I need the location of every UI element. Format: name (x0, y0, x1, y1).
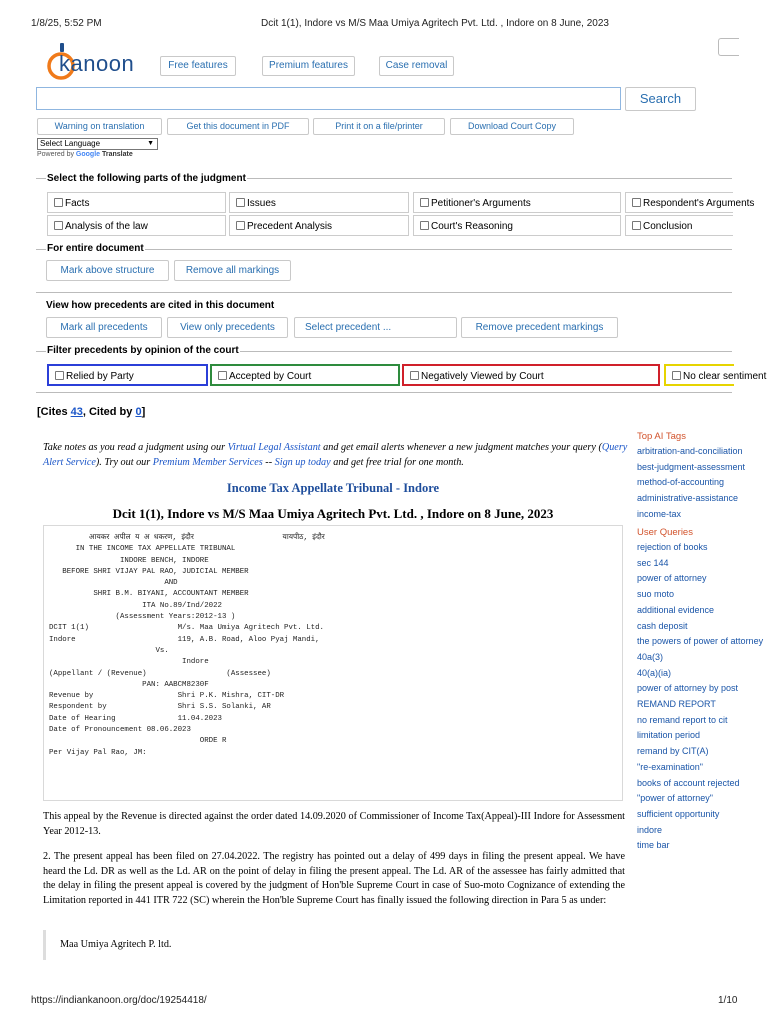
part-label: Analysis of the law (65, 221, 148, 232)
order-line: DCIT 1(1) M/s. Maa Umiya Agritech Pvt. Ltd. (49, 624, 324, 633)
filter-accepted-by-court[interactable] (210, 364, 400, 386)
order-line: Per Vijay Pal Rao, JM: (49, 748, 147, 757)
part-facts[interactable] (47, 192, 226, 213)
promo-part: and get email alerts whenever a new judgment matches your query ( (320, 442, 602, 453)
filter-relied-by-party[interactable] (47, 364, 208, 386)
powered-by-translate[interactable] (37, 151, 133, 158)
order-line: ITA No.89/Ind/2022 (49, 601, 222, 610)
filter-label: Negatively Viewed by Court (421, 371, 544, 382)
order-line: ORDE R (49, 737, 227, 746)
checkbox-icon[interactable] (672, 371, 681, 380)
part-label: Conclusion (643, 221, 693, 232)
user-query-link[interactable]: suo moto (637, 589, 675, 600)
cited-by-link[interactable]: 0 (135, 406, 142, 418)
cites-mid: , Cited by (82, 406, 136, 418)
user-query-link[interactable]: books of account rejected (637, 777, 740, 788)
query-alert-link[interactable]: Query Alert Service (43, 442, 628, 468)
order-line: Date of Pronouncement 08.06.2023 (49, 726, 191, 735)
ai-tags-title: Top AI Tags (637, 431, 686, 442)
part-analysis-of-law[interactable] (47, 215, 226, 236)
order-line: IN THE INCOME TAX APPELLATE TRIBUNAL (49, 545, 236, 554)
order-line: Revenue by Shri P.K. Mishra, CIT-DR (49, 692, 285, 701)
user-query-link[interactable]: cash deposit (637, 620, 688, 631)
user-query-link[interactable]: remand by CIT(A) (637, 746, 709, 757)
entire-doc-bottom (36, 292, 732, 293)
entire-doc-title: For entire document (47, 243, 144, 254)
user-query-link[interactable]: power of attorney (637, 573, 707, 584)
print-datetime: 1/8/25, 5:52 PM (31, 18, 102, 29)
order-line: (Appellant / (Revenue) (Assessee) (49, 669, 271, 678)
user-query-link[interactable]: power of attorney by post (637, 683, 739, 694)
powered-by-label: Powered by (37, 151, 74, 158)
paragraph-2: 2. The present appeal has been filed on 27.04.2022. The registry has pointed out a delay of 499 days in filing the present appeal. We have heard the Ld. DR as well as the Ld. AR on the point of delay in filing the present appeal. The Ld. AR of the assessee has fairly admitted that the delay in filing the present appeal is covered by the judgment of Hon'ble Supreme Court in case of Suo-moto Cognizance of extending the Limitation reported in 441 ITR 722 (SC) wherein the Hon'ble Supreme Court has finally issued the following direction in Para 5 as under: (43, 851, 625, 906)
user-query-link[interactable]: additional evidence (637, 604, 715, 615)
order-line: SHRI B.M. BIYANI, ACCOUNTANT MEMBER (49, 590, 249, 599)
search-input[interactable] (36, 87, 621, 110)
part-respondent-arguments[interactable] (625, 192, 755, 213)
part-label: Facts (65, 198, 90, 209)
logo[interactable] (44, 40, 154, 82)
remove-markings-button[interactable]: Remove all markings (174, 260, 291, 281)
filter-label: Relied by Party (66, 371, 134, 382)
order-line: Indore 119, A.B. Road, Aloo Pyaj Mandi, (49, 635, 320, 644)
chevron-down-icon: ▼ (147, 140, 154, 147)
language-select[interactable] (37, 138, 158, 150)
order-line: Indore (49, 658, 209, 667)
parts-title: Select the following parts of the judgment (47, 173, 246, 184)
ai-tag-link[interactable]: method-of-accounting (637, 477, 725, 488)
print-button[interactable]: Print it on a file/printer (313, 118, 445, 135)
filter-label: Accepted by Court (229, 371, 312, 382)
part-conclusion[interactable] (625, 215, 733, 236)
filter-no-clear-sentiment[interactable] (664, 364, 767, 386)
blockquote-bar (43, 930, 46, 960)
user-query-link[interactable]: sec 144 (637, 557, 669, 568)
ai-tag-link[interactable]: administrative-assistance (637, 493, 739, 504)
checkbox-icon[interactable] (236, 198, 245, 207)
translate-label: Translate (102, 151, 133, 158)
cites-line (37, 406, 145, 418)
part-precedent-analysis[interactable] (229, 215, 409, 236)
order-line: (Assessment Years:2012-13 ) (49, 613, 236, 622)
precedents-title: View how precedents are cited in this document (46, 300, 275, 311)
checkbox-icon[interactable] (218, 371, 227, 380)
checkbox-icon[interactable] (54, 221, 63, 230)
search-button[interactable]: Search (625, 87, 696, 111)
free-features-button[interactable]: Free features (160, 56, 236, 76)
order-line: BEFORE SHRI VIJAY PAL RAO, JUDICIAL MEMBER (49, 567, 249, 576)
user-query-link[interactable]: time bar (637, 840, 670, 851)
user-query-link[interactable]: 40a(3) (637, 651, 664, 662)
order-line: INDORE BENCH, INDORE (49, 556, 209, 565)
checkbox-icon[interactable] (420, 221, 429, 230)
court-name: Income Tax Appellate Tribunal - Indore (226, 481, 440, 495)
user-query-link[interactable]: limitation period (637, 730, 701, 741)
filter-title: Filter precedents by opinion of the court (47, 345, 239, 356)
cites-link[interactable]: 43 (70, 406, 83, 418)
premium-features-button[interactable]: Premium features (262, 56, 355, 76)
paragraph-1: This appeal by the Revenue is directed against the order dated 14.09.2020 of Commissioner of Income Tax(Appeal)-III Indore for Assessment Year 2012-13. (43, 811, 625, 837)
case-removal-button[interactable]: Case removal (379, 56, 454, 76)
order-line: Vs. (49, 646, 169, 655)
checkbox-icon[interactable] (55, 371, 64, 380)
user-query-link[interactable]: "power of attorney" (637, 793, 713, 804)
print-title: Dcit 1(1), Indore vs M/S Maa Umiya Agritech Pvt. Ltd. , Indore on 8 June, 2023 (261, 18, 609, 29)
promo-part: Take notes as you read a judgment using our (43, 442, 228, 453)
premium-services-link[interactable]: Premium Member Services (152, 456, 263, 468)
select-precedent-dropdown[interactable]: Select precedent ... (294, 317, 457, 338)
ai-tag-link[interactable]: arbitration-and-conciliation (637, 446, 743, 456)
account-box[interactable] (718, 38, 739, 56)
part-label: Issues (247, 198, 276, 209)
checkbox-icon[interactable] (236, 221, 245, 230)
order-text (49, 533, 619, 759)
google-logo: Google (75, 151, 101, 158)
user-query-link[interactable]: REMAND REPORT (637, 699, 716, 709)
ai-tag-link[interactable]: income-tax (637, 508, 682, 519)
virtual-legal-assistant-link[interactable]: Virtual Legal Assistant (227, 442, 321, 453)
promo-part: ). Try out our (95, 456, 153, 468)
cites-suffix: ] (141, 406, 146, 418)
order-line: AND (49, 579, 178, 588)
sign-up-link[interactable]: Sign up today (274, 456, 331, 468)
promo-part: -- (262, 456, 275, 468)
doc-title: Dcit 1(1), Indore vs M/S Maa Umiya Agritech Pvt. Ltd. , Indore on 8 June, 2023 (112, 506, 554, 521)
part-label: Respondent's Arguments (643, 198, 755, 209)
mark-all-precedents-button[interactable]: Mark all precedents (46, 317, 162, 338)
pdf-button[interactable]: Get this document in PDF (167, 118, 309, 135)
order-line: Date of Hearing 11.04.2023 (49, 714, 222, 723)
checkbox-icon[interactable] (632, 221, 641, 230)
part-label: Petitioner's Arguments (431, 198, 531, 209)
user-query-link[interactable]: indore (637, 824, 663, 835)
order-line: Respondent by Shri S.S. Solanki, AR (49, 703, 271, 712)
warning-translation-button[interactable]: Warning on translation (37, 118, 162, 135)
print-page: 1/10 (718, 995, 738, 1006)
cites-prefix: [Cites (37, 406, 71, 418)
user-query-link[interactable]: rejection of books (637, 542, 708, 552)
checkbox-icon[interactable] (410, 371, 419, 380)
view-only-precedents-button[interactable]: View only precedents (167, 317, 288, 338)
filter-bottom (36, 392, 732, 393)
remove-precedent-markings-button[interactable]: Remove precedent markings (461, 317, 618, 338)
ai-tag-link[interactable]: best-judgment-assessment (637, 461, 746, 472)
part-courts-reasoning[interactable] (413, 215, 621, 236)
user-queries-title: User Queries (637, 527, 693, 538)
promo-text (43, 441, 628, 470)
promo-part: and get free trial for one month. (330, 456, 464, 468)
user-query-link[interactable]: "re-examination" (637, 761, 703, 772)
filter-label: No clear sentiment (683, 371, 767, 382)
part-label: Precedent Analysis (247, 221, 333, 232)
order-line: PAN: AABCM8230F (49, 680, 209, 689)
part-petitioner-arguments[interactable] (413, 192, 621, 213)
part-label: Court's Reasoning (431, 221, 513, 232)
checkbox-icon[interactable] (632, 198, 641, 207)
download-court-copy-button[interactable]: Download Court Copy (450, 118, 574, 135)
mark-structure-button[interactable]: Mark above structure (46, 260, 169, 281)
checkbox-icon[interactable] (420, 198, 429, 207)
checkbox-icon[interactable] (54, 198, 63, 207)
logo-text: kanoon (59, 51, 135, 76)
order-line: आयकर अपील य अ धकरण, इंदौर यायपीठ, इंदौर (49, 534, 325, 542)
filter-negatively-viewed[interactable] (402, 364, 660, 386)
print-url: https://indiankanoon.org/doc/19254418/ (31, 995, 207, 1006)
user-query-link[interactable]: sufficient opportunity (637, 808, 720, 819)
user-query-link[interactable]: 40(a)(ia) (637, 667, 672, 678)
user-query-link[interactable]: the powers of power of attorney (637, 636, 764, 647)
part-issues[interactable] (229, 192, 409, 213)
blockquote-text: Maa Umiya Agritech P. ltd. (60, 939, 172, 950)
language-select-value: Select Language (40, 139, 101, 148)
user-query-link[interactable]: no remand report to cit (637, 714, 728, 725)
